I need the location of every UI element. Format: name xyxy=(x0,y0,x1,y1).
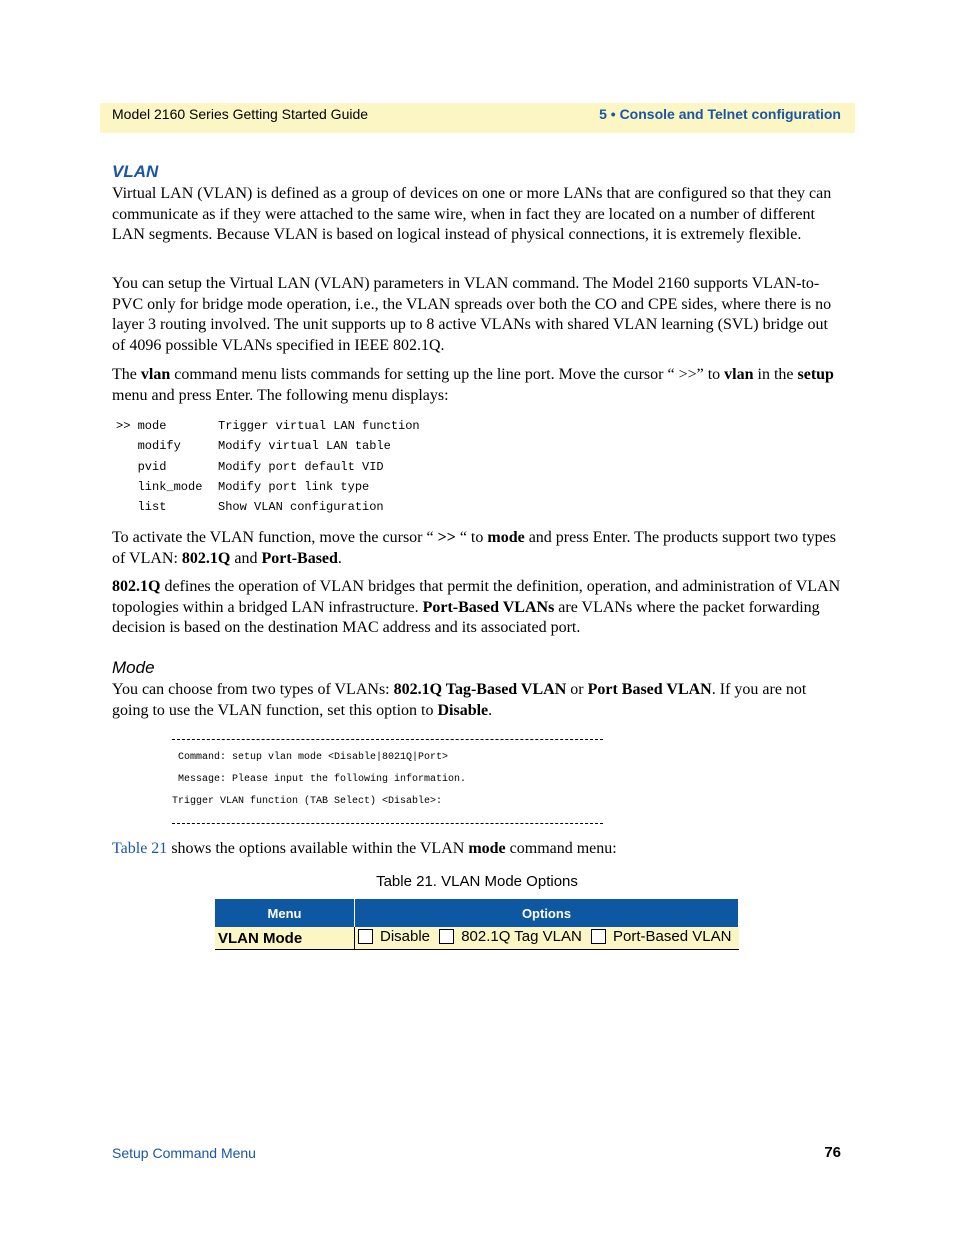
table-row xyxy=(215,927,739,950)
option-port-based-vlan: Port-Based VLAN xyxy=(591,928,731,945)
table-caption: Table 21. VLAN Mode Options xyxy=(376,873,578,890)
vlan-mode-options-table xyxy=(215,899,739,950)
vlan-8021q-paragraph: 802.1Q defines the operation of VLAN bridges that permit the definition, operation, and administration of VLAN topologies within a bridged LAN infrastructure. Port-Based VLANs are VLANs where the packet forwarding decision is based on the destination MAC address and its associated port. xyxy=(112,578,841,636)
row-label-vlan-mode: VLAN Mode xyxy=(215,927,355,950)
checkbox-icon xyxy=(358,929,373,944)
divider xyxy=(172,739,603,741)
checkbox-icon xyxy=(439,929,454,944)
menu-row: list Show VLAN configuration xyxy=(116,500,384,515)
menu-row: pvid Modify port default VID xyxy=(116,459,384,474)
vlan-menu-paragraph: The vlan command menu lists commands for setting up the line port. Move the cursor “ >>” to vlan in the setup menu and press Enter. The following menu displays: xyxy=(112,366,834,404)
option-8021q-tag-vlan: 802.1Q Tag VLAN xyxy=(439,928,582,945)
vlan-activate-paragraph: To activate the VLAN function, move the cursor “ >> “ to mode and press Enter. The products support two types of VLAN: 802.1Q and Port-Based. xyxy=(112,529,836,567)
page-number: 76 xyxy=(824,1144,841,1161)
cli-line: Trigger VLAN function (TAB Select) <Disable>: xyxy=(172,796,443,807)
cli-example xyxy=(172,731,612,825)
cli-line: Command: setup vlan mode <Disable|8021Q|Port> xyxy=(172,752,449,763)
cli-line: Message: Please input the following information. xyxy=(172,774,467,785)
table-21-link[interactable]: Table 21 xyxy=(112,840,168,857)
header-chapter-title: 5 • Console and Telnet configuration xyxy=(599,106,841,122)
table-reference-paragraph: Table 21 shows the options available within the VLAN mode command menu: xyxy=(112,840,617,857)
options-cell xyxy=(355,927,739,950)
menu-row: >> mode Trigger virtual LAN function xyxy=(116,419,420,433)
checkbox-icon xyxy=(591,929,606,944)
vlan-setup-paragraph: You can setup the Virtual LAN (VLAN) parameters in VLAN command. The Model 2160 supports VLAN-to-PVC only for bridge mode operation, i.e., the VLAN spreads over both the CO and CPE sides, where there is no layer 3 routing involved. The unit supports up to 8 active VLANs with shared VLAN learning (SVL) bridge out of 4096 possible VLANs specified in IEEE 802.1Q. xyxy=(112,275,832,354)
option-disable: Disable xyxy=(358,928,430,945)
vlan-intro-paragraph: Virtual LAN (VLAN) is defined as a group of devices on one or more LANs that are configured so that they can communicate as if they were attached to the same wire, when in fact they are located on a number of different LAN segments. Because VLAN is based on logical instead of physical connections, it is extremely flexible. xyxy=(112,185,832,243)
footer-section-title: Setup Command Menu xyxy=(112,1145,256,1161)
column-header-menu: Menu xyxy=(215,899,355,927)
vlan-menu-listing xyxy=(116,416,420,517)
menu-row: link_mode Modify port link type xyxy=(116,479,370,494)
divider xyxy=(172,823,603,825)
section-heading-vlan: VLAN xyxy=(112,162,159,181)
mode-paragraph: You can choose from two types of VLANs: 802.1Q Tag-Based VLAN or Port Based VLAN. If you are not going to use the VLAN function, set this option to Disable. xyxy=(112,681,807,719)
header-guide-title: Model 2160 Series Getting Started Guide xyxy=(112,106,369,122)
column-header-options: Options xyxy=(355,899,739,927)
menu-row: modify Modify virtual LAN table xyxy=(116,439,391,454)
subheading-mode: Mode xyxy=(112,658,155,677)
table-header-row xyxy=(215,899,739,927)
